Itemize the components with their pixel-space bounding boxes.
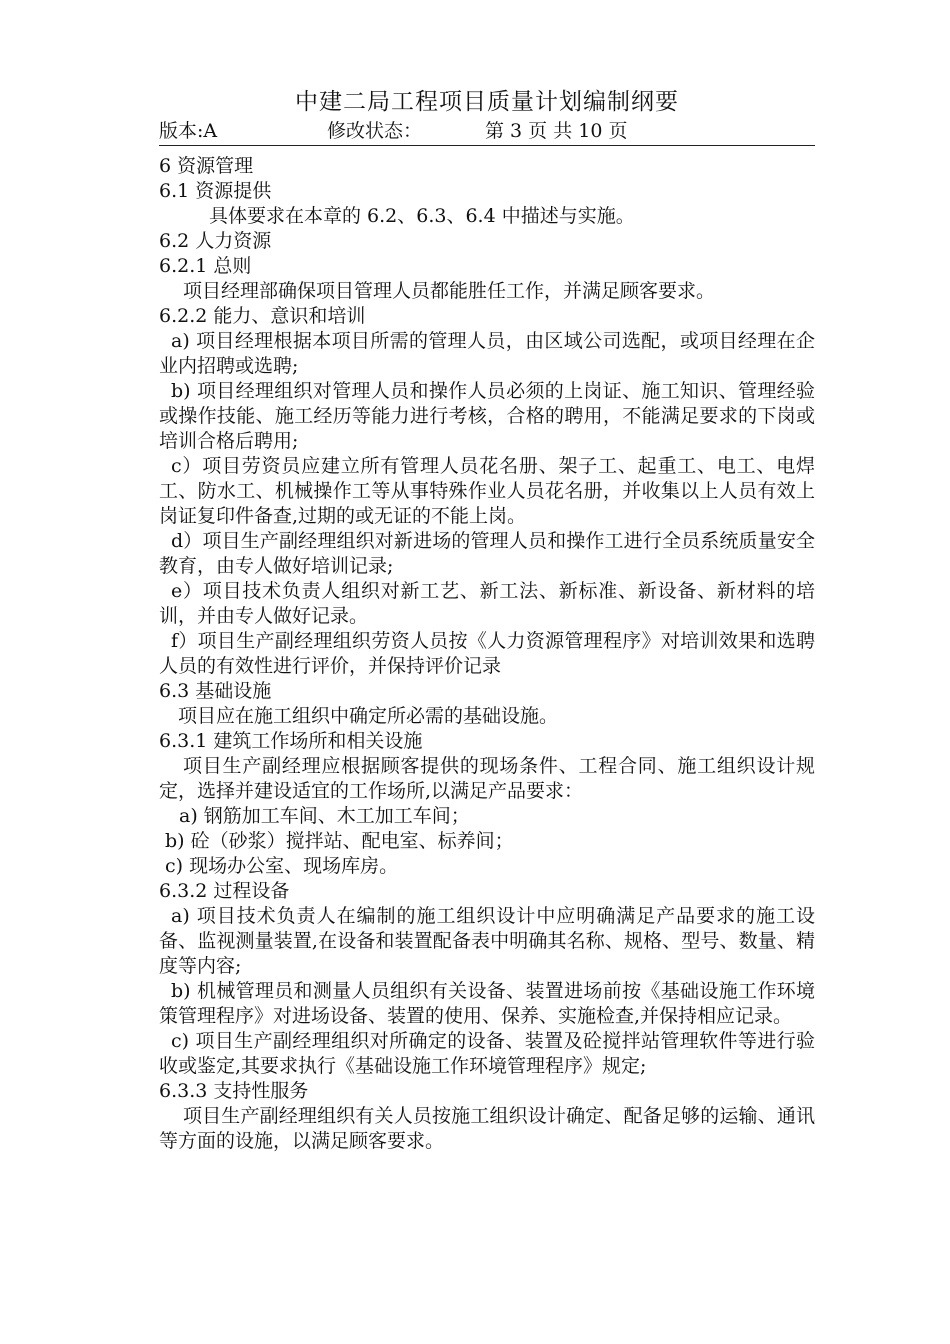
heading-6-3-1: 6.3.1 建筑工作场所和相关设施 bbox=[159, 730, 423, 752]
list-item-6-3-1-c: c) 现场办公室、现场库房。 bbox=[165, 855, 399, 877]
list-item-6-3-1-a: a) 钢筋加工车间、木工加工车间； bbox=[179, 805, 470, 827]
version-label: 版本:A bbox=[159, 120, 218, 142]
document-title: 中建二局工程项目质量计划编制纲要 bbox=[295, 89, 679, 115]
paragraph-6-2-1: 项目经理部确保项目管理人员都能胜任工作，并满足顾客要求。 bbox=[183, 280, 716, 302]
list-item-6-3-2-c: c) 项目生产副经理组织对所确定的设备、装置及砼搅拌站管理软件等进行验收或鉴定,其要求执行《基础设施工作环境管理程序》规定; bbox=[159, 1030, 815, 1077]
heading-6-2-2: 6.2.2 能力、意识和培训 bbox=[159, 305, 366, 327]
heading-6-3-3: 6.3.3 支持性服务 bbox=[159, 1080, 309, 1102]
heading-6-3-2: 6.3.2 过程设备 bbox=[159, 880, 290, 902]
list-item-6-2-2-c: c）项目劳资员应建立所有管理人员花名册、架子工、起重工、电工、电焊工、防水工、机械操作工等从事特殊作业人员花名册，并收集以上人员有效上岗证复印件备查,过期的或无证的不能上岗。 bbox=[159, 455, 815, 527]
document-meta bbox=[159, 118, 815, 144]
list-item-6-3-1-b: b) 砼（砂浆）搅拌站、配电室、标养间； bbox=[165, 830, 514, 852]
list-item-6-2-2-d: d）项目生产副经理组织对新进场的管理人员和操作工进行全员系统质量安全教育，由专人做好培训记录; bbox=[159, 530, 815, 577]
list-item-6-2-2-f: f）项目生产副经理组织劳资人员按《人力资源管理程序》对培训效果和选聘人员的有效性进行评价，并保持评价记录 bbox=[159, 630, 815, 677]
list-item-6-2-2-e: e）项目技术负责人组织对新工艺、新工法、新标准、新设备、新材料的培训，并由专人做好记录。 bbox=[159, 580, 815, 627]
paragraph-6-3: 项目应在施工组织中确定所必需的基础设施。 bbox=[178, 705, 559, 727]
page-info: 第 3 页 共 10 页 bbox=[485, 120, 628, 142]
revision-label: 修改状态： bbox=[327, 120, 423, 142]
heading-6-2: 6.2 人力资源 bbox=[159, 230, 272, 252]
list-item-6-3-2-b: b) 机械管理员和测量人员组织有关设备、装置进场前按《基础设施工作环境策管理程序》对进场设备、装置的使用、保养、实施检查,并保持相应记录。 bbox=[159, 980, 815, 1027]
list-item-6-3-2-a: a) 项目技术负责人在编制的施工组织设计中应明确满足产品要求的施工设备、监视测量装置,在设备和装置配备表中明确其名称、规格、型号、数量、精度等内容; bbox=[159, 905, 815, 977]
heading-6-1: 6.1 资源提供 bbox=[159, 180, 272, 202]
document-page bbox=[159, 86, 815, 1154]
header-divider bbox=[159, 145, 815, 146]
list-item-6-2-2-b: b) 项目经理组织对管理人员和操作人员必须的上岗证、施工知识、管理经验或操作技能、施工经历等能力进行考核，合格的聘用，不能满足要求的下岗或培训合格后聘用; bbox=[159, 380, 815, 452]
document-body bbox=[159, 154, 815, 1154]
paragraph-6-3-3: 项目生产副经理组织有关人员按施工组织设计确定、配备足够的运输、通讯等方面的设施，以满足顾客要求。 bbox=[159, 1105, 815, 1152]
paragraph-6-3-1: 项目生产副经理应根据顾客提供的现场条件、工程合同、施工组织设计规定，选择并建设适宜的工作场所,以满足产品要求： bbox=[159, 755, 815, 802]
heading-6-2-1: 6.2.1 总则 bbox=[159, 255, 252, 277]
heading-6: 6 资源管理 bbox=[159, 155, 254, 177]
heading-6-3: 6.3 基础设施 bbox=[159, 680, 272, 702]
paragraph-6-1: 具体要求在本章的 6.2、6.3、6.4 中描述与实施。 bbox=[209, 205, 635, 227]
list-item-6-2-2-a: a) 项目经理根据本项目所需的管理人员，由区域公司选配，或项目经理在企业内招聘或选聘; bbox=[159, 330, 815, 377]
